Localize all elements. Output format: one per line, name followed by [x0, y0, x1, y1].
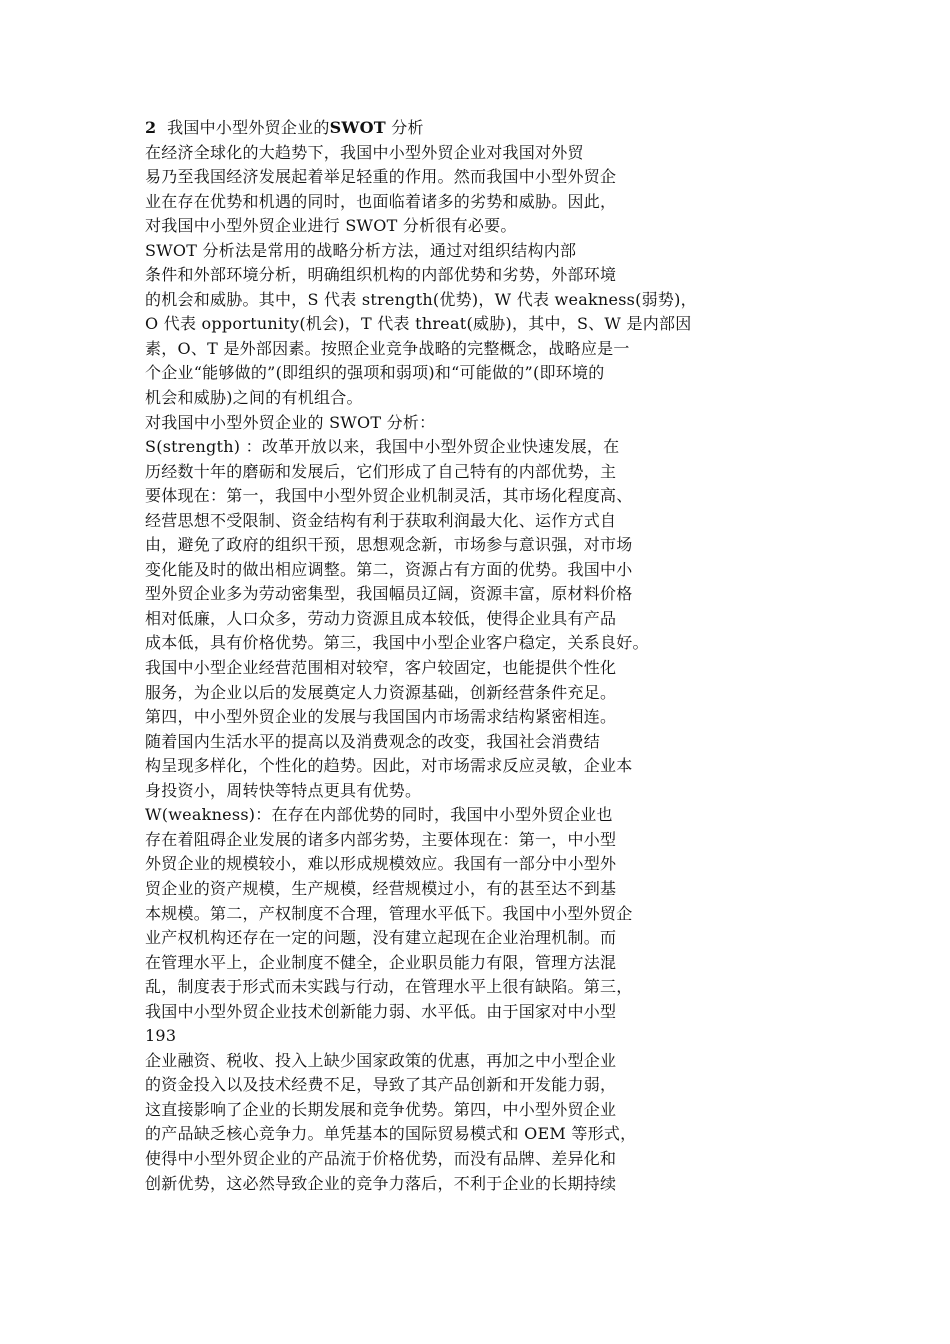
text-line: 易乃至我国经济发展起着举足轻重的作用。然而我国中小型外贸企 — [145, 167, 617, 187]
text-line: 的资金投入以及技术经费不足，导致了其产品创新和开发能力弱， — [145, 1075, 617, 1095]
text-line: 业在存在优势和机遇的同时，也面临着诸多的劣势和威胁。因此， — [145, 191, 617, 211]
body-text — [145, 116, 697, 1196]
text-line: 服务，为企业以后的发展奠定人力资源基础，创新经营条件充足。 — [145, 682, 617, 702]
text-line: 贸企业的资产规模，生产规模，经营规模过小，有的甚至达不到基 — [145, 878, 617, 898]
paragraph-lines — [145, 141, 697, 1197]
text-line: 经营思想不受限制、资金结构有利于获取利润最大化、运作方式自 — [145, 510, 617, 530]
section-heading — [145, 116, 665, 141]
text-line: 外贸企业的规模较小，难以形成规模效应。我国有一部分中小型外 — [145, 854, 617, 874]
text-line: 业产权机构还存在一定的问题，没有建立起现在企业治理机制。而 — [145, 928, 617, 948]
text-line: 随着国内生活水平的提高以及消费观念的改变，我国社会消费结 — [145, 731, 601, 751]
section-number: 2 — [145, 118, 157, 137]
text-line: 型外贸企业多为劳动密集型，我国幅员辽阔，资源丰富，原材料价格 — [145, 584, 633, 604]
text-line: 我国中小型外贸企业技术创新能力弱、水平低。由于国家对中小型 — [145, 1001, 617, 1021]
text-line: 对我国中小型外贸企业的 SWOT 分析： — [145, 412, 436, 432]
text-line: 在管理水平上，企业制度不健全，企业职员能力有限，管理方法混 — [145, 952, 617, 972]
text-line: 条件和外部环境分析，明确组织机构的内部优势和劣势，外部环境 — [145, 265, 617, 285]
page-number: 193 — [145, 1026, 177, 1046]
text-line: 由，避免了政府的组织干预，思想观念新，市场参与意识强，对市场 — [145, 535, 633, 555]
section-title-suffix: 分析 — [391, 118, 424, 137]
text-line: 身投资小，周转快等特点更具有优势。 — [145, 780, 422, 800]
section-title-swot: SWOT — [329, 118, 386, 137]
text-line: 本规模。第二，产权制度不合理，管理水平低下。我国中小型外贸企 — [145, 903, 633, 923]
text-line: 历经数十年的磨砺和发展后，它们形成了自己特有的内部优势，主 — [145, 461, 617, 481]
text-line: 这直接影响了企业的长期发展和竞争优势。第四，中小型外贸企业 — [145, 1099, 617, 1119]
text-line: 要体现在：第一，我国中小型外贸企业机制灵活，其市场化程度高、 — [145, 486, 633, 506]
text-line: 素，O、T 是外部因素。按照企业竞争战略的完整概念，战略应是一 — [145, 338, 630, 358]
text-line: 个企业“能够做的”(即组织的强项和弱项)和“可能做的”(即环境的 — [145, 363, 605, 383]
text-line: 相对低廉，人口众多，劳动力资源且成本较低，使得企业具有产品 — [145, 608, 617, 628]
text-line: 变化能及时的做出相应调整。第二，资源占有方面的优势。我国中小 — [145, 559, 633, 579]
text-line: S(strength) ：改革开放以来，我国中小型外贸企业快速发展，在 — [145, 437, 620, 457]
text-line: 我国中小型企业经营范围相对较窄，客户较固定，也能提供个性化 — [145, 658, 617, 678]
text-line: 存在着阻碍企业发展的诸多内部劣势，主要体现在：第一，中小型 — [145, 829, 617, 849]
text-line: 构呈现多样化，个性化的趋势。因此，对市场需求反应灵敏，企业本 — [145, 756, 633, 776]
text-line: 乱，制度表于形式而未实践与行动，在管理水平上很有缺陷。第三， — [145, 977, 633, 997]
text-line: 在经济全球化的大趋势下，我国中小型外贸企业对我国对外贸 — [145, 142, 584, 162]
text-line: 对我国中小型外贸企业进行 SWOT 分析很有必要。 — [145, 216, 517, 236]
text-line: O 代表 opportunity(机会)，T 代表 threat(威胁)，其中，S、W 是内部因 — [145, 314, 692, 334]
text-line: 成本低，具有价格优势。第三，我国中小型企业客户稳定，关系良好。 — [145, 633, 649, 653]
text-line: 第四，中小型外贸企业的发展与我国国内市场需求结构紧密相连。 — [145, 707, 617, 727]
text-line: SWOT 分析法是常用的战略分析方法，通过对组织结构内部 — [145, 240, 577, 260]
section-title-prefix: 我国中小型外贸企业的 — [167, 118, 330, 137]
text-line: 使得中小型外贸企业的产品流于价格优势，而没有品牌、差异化和 — [145, 1148, 617, 1168]
text-line: 创新优势，这必然导致企业的竞争力落后，不利于企业的长期持续 — [145, 1173, 617, 1193]
text-line: W(weakness)：在存在内部优势的同时，我国中小型外贸企业也 — [145, 805, 613, 825]
text-line: 企业融资、税收、投入上缺少国家政策的优惠，再加之中小型企业 — [145, 1050, 617, 1070]
text-line: 的产品缺乏核心竞争力。单凭基本的国际贸易模式和 OEM 等形式， — [145, 1124, 637, 1144]
text-line: 机会和威胁)之间的有机组合。 — [145, 388, 363, 408]
text-line: 的机会和威胁。其中，S 代表 strength(优势)，W 代表 weakness(弱势)， — [145, 289, 697, 309]
